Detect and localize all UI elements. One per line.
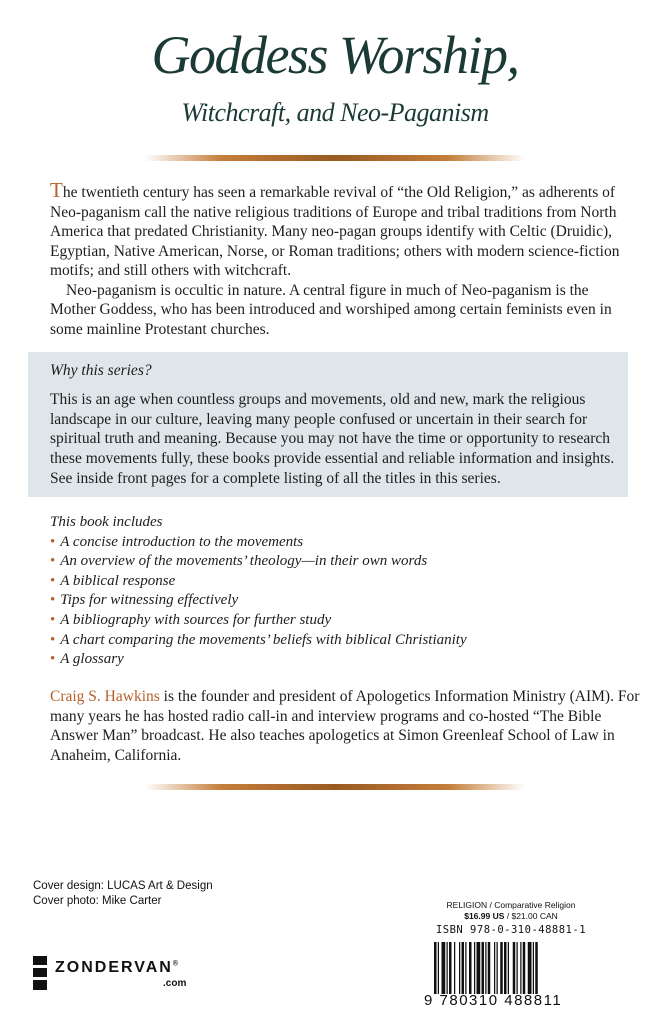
series-box xyxy=(28,352,628,497)
bullet-icon: • xyxy=(50,611,56,628)
bullet-icon: • xyxy=(50,592,56,609)
publisher-domain: .com xyxy=(163,978,187,989)
book-subtitle: Witchcraft, and Neo-Paganism xyxy=(181,98,489,127)
category-label: RELIGION / Comparative Religion xyxy=(446,900,576,910)
list-item xyxy=(50,552,630,572)
list-item-text: Tips for witnessing effectively xyxy=(60,592,239,609)
cover-design-credit: Cover design: LUCAS Art & Design xyxy=(33,880,213,892)
intro-paragraph-1 xyxy=(50,178,630,281)
price-us: $16.99 US xyxy=(464,911,505,921)
barcode-panel xyxy=(418,896,604,1012)
bullet-icon: • xyxy=(50,572,56,589)
drop-cap: T xyxy=(50,178,63,202)
barcode-digits: 9 780310 488811 xyxy=(424,992,563,1009)
includes-list xyxy=(50,513,630,670)
list-item xyxy=(50,572,630,592)
list-item-text: A biblical response xyxy=(60,572,176,589)
list-item-text: A bibliography with sources for further study xyxy=(60,611,332,628)
list-item xyxy=(50,611,630,631)
registered-mark: ® xyxy=(172,960,181,968)
bullet-icon: • xyxy=(50,553,56,570)
bottom-divider xyxy=(145,784,525,790)
list-item-text: A glossary xyxy=(60,651,124,668)
bullet-icon: • xyxy=(50,533,56,550)
bullet-icon: • xyxy=(50,651,56,668)
cover-credits xyxy=(33,879,213,908)
list-item xyxy=(50,533,630,553)
bullet-icon: • xyxy=(50,631,56,648)
barcode-icon xyxy=(432,942,592,994)
author-bio-text: is the founder and president of Apologetics Information Ministry (AIM). For many years he has hosted radio call-in and interview programs and co-hosted “The Bible Answer Man” broadcast. He also teaches apologetics at Simon Greenleaf School of Law in Anaheim, California. xyxy=(50,688,640,764)
series-question: Why this series? xyxy=(50,362,152,379)
author-name: Craig S. Hawkins xyxy=(50,688,160,705)
price-can: / $21.00 CAN xyxy=(504,911,558,921)
includes-heading: This book includes xyxy=(50,514,163,530)
list-item-text: A concise introduction to the movements xyxy=(60,533,304,550)
list-item xyxy=(50,591,630,611)
publisher-name-text: ZONDERVAN xyxy=(55,959,173,976)
publisher-name xyxy=(55,959,180,977)
list-item-text: A chart comparing the movements’ beliefs with biblical Christianity xyxy=(60,631,467,648)
book-title: Goddess Worship, xyxy=(151,25,519,85)
list-item-text: An overview of the movements’ theology—in their own words xyxy=(60,553,428,570)
intro-section xyxy=(50,178,630,339)
series-text: This is an age when countless groups and movements, old and new, mark the religious landscape in our culture, leaving many people confused or uncertain in their search for spiritual truth and meaning. Because you may not have the time or opportunity to research these movements fully, these books provide essential and reliable information and insights. See inside front pages for a complete listing of all the titles in this series. xyxy=(50,391,615,487)
isbn-label: ISBN 978-0-310-48881-1 xyxy=(435,924,587,936)
price-label xyxy=(418,911,604,922)
list-item xyxy=(50,650,630,670)
intro-paragraph-2: Neo-paganism is occultic in nature. A central figure in much of Neo-paganism is the Mother Goddess, who has been introduced and worshiped among certain feminists even in some mainline Protestant churches. xyxy=(50,281,612,338)
list-item xyxy=(50,631,630,651)
top-divider xyxy=(145,155,525,161)
zondervan-logo-icon xyxy=(33,956,47,990)
intro-paragraph-1-text: he twentieth century has seen a remarkable revival of “the Old Religion,” as adherents of Neo-paganism call the native religious traditions of Europe and tribal traditions from North America that predated Christianity. Many neo-pagan groups identify with Celtic (Druidic), Egyptian, Native American, Norse, or Roman traditions; others with modern science-fiction motifs; and still others with witchcraft. xyxy=(50,184,620,279)
author-bio xyxy=(50,687,640,765)
cover-photo-credit: Cover photo: Mike Carter xyxy=(33,894,162,907)
